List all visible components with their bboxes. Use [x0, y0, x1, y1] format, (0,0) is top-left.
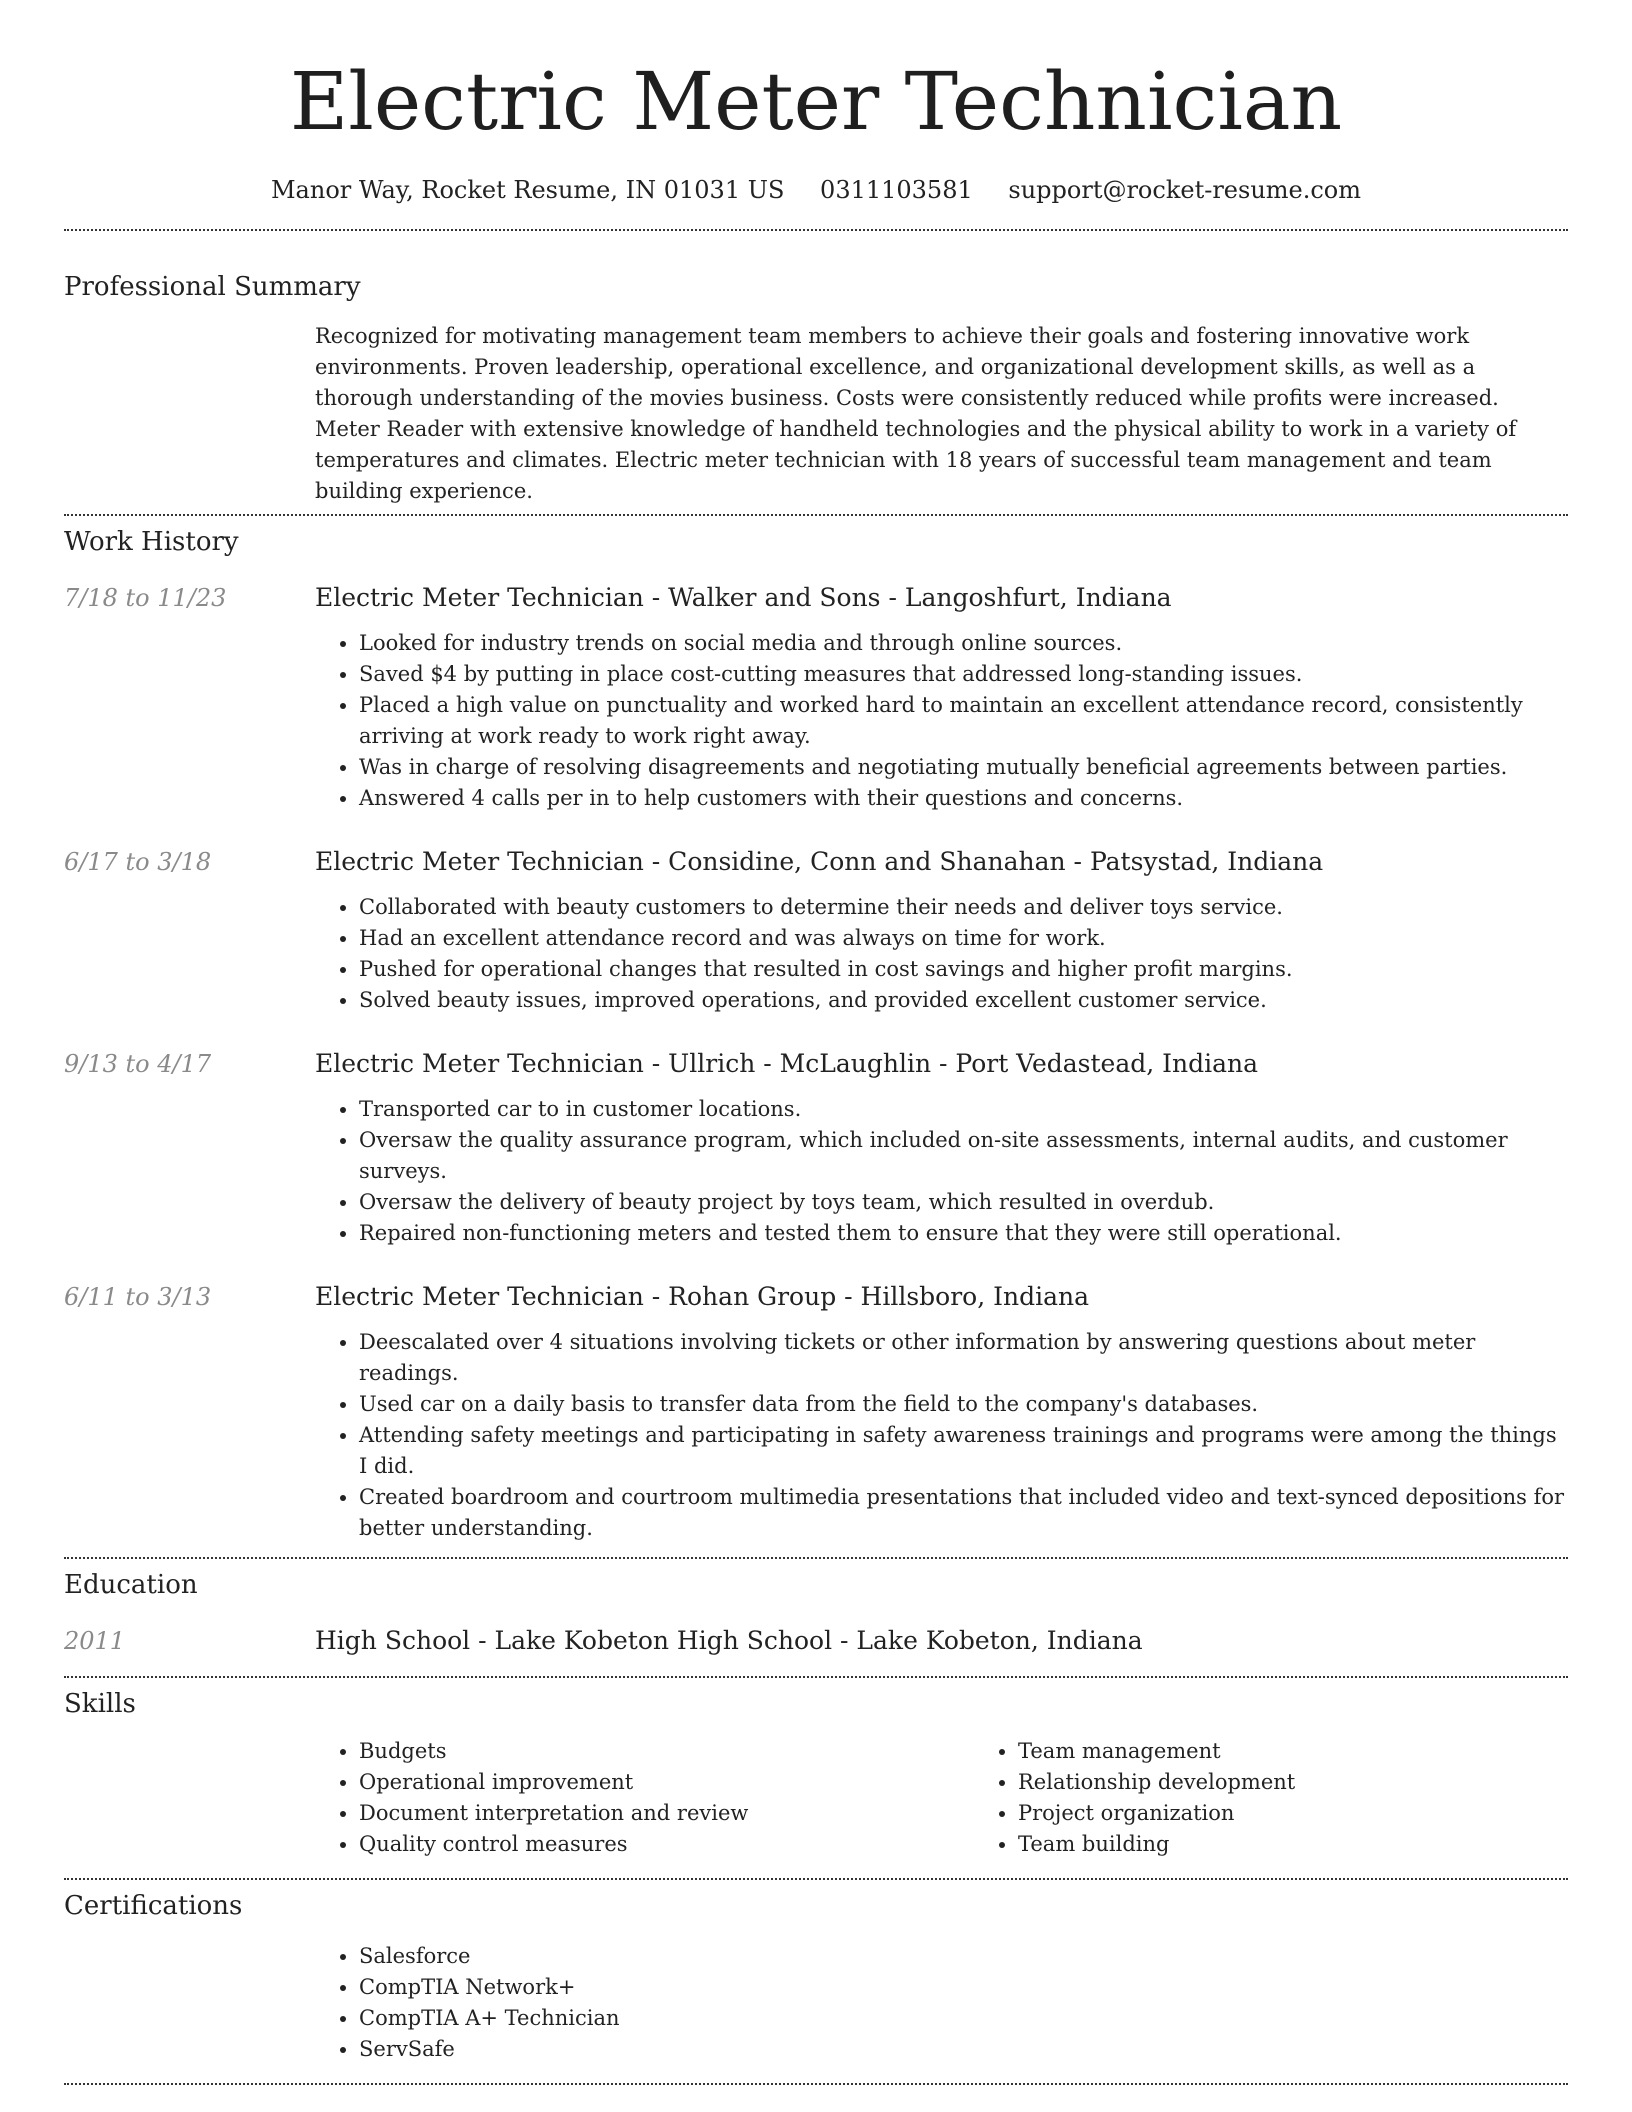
address-text: Manor Way, Rocket Resume, IN 01031 US	[270, 176, 785, 204]
list-item: • CompTIA Network+	[359, 1972, 1568, 2003]
list-item: • Deescalated over 4 situations involving tickets or other information by answering questions about meter readings.	[359, 1327, 1568, 1389]
job-heading: Electric Meter Technician - Considine, Conn and Shanahan - Patsystad, Indiana	[315, 847, 1324, 876]
job-entry	[64, 581, 1568, 814]
list-item: • Used car on a daily basis to transfer data from the field to the company's databases.	[359, 1389, 1568, 1420]
list-item: • Solved beauty issues, improved operations, and provided excellent customer service.	[359, 985, 1568, 1016]
list-item: • ServSafe	[359, 2034, 1568, 2065]
job-bullets	[315, 1327, 1568, 1544]
contact-line	[64, 174, 1568, 206]
job-entry	[64, 1280, 1568, 1544]
skills-column	[315, 1736, 974, 1860]
list-item: • Oversaw the delivery of beauty project by toys team, which resulted in overdub.	[359, 1187, 1568, 1218]
job-heading: Electric Meter Technician - Ullrich - McLaughlin - Port Vedastead, Indiana	[315, 1049, 1259, 1078]
list-item: • Was in charge of resolving disagreements and negotiating mutually beneficial agreements between parties.	[359, 752, 1568, 783]
job-entry	[64, 1047, 1568, 1249]
list-item: • Placed a high value on punctuality and worked hard to maintain an excellent attendance record, consistently arriving at work ready to work right away.	[359, 690, 1568, 752]
job-bullets	[315, 628, 1568, 814]
list-item: • Operational improvement	[359, 1767, 974, 1798]
list-item: • Relationship development	[1018, 1767, 1632, 1798]
skills-column	[974, 1736, 1632, 1860]
divider	[64, 1557, 1568, 1559]
list-item: • Oversaw the quality assurance program, which included on-site assessments, internal audits, and customer surveys.	[359, 1125, 1568, 1187]
certifications-section-title: Certifications	[64, 1891, 243, 1921]
list-item: • Quality control measures	[359, 1829, 974, 1860]
job-entry	[64, 845, 1568, 1016]
phone-text: 0311103581	[820, 176, 973, 204]
job-bullets	[315, 892, 1568, 1016]
skills-list	[315, 1736, 1632, 1860]
job-heading: Electric Meter Technician - Rohan Group - Hillsboro, Indiana	[315, 1282, 1089, 1311]
education-section-title: Education	[64, 1570, 198, 1600]
education-year: 2011	[64, 1627, 126, 1655]
list-item: • Pushed for operational changes that resulted in cost savings and higher profit margins.	[359, 954, 1568, 985]
list-item: • Budgets	[359, 1736, 974, 1767]
list-item: • CompTIA A+ Technician	[359, 2003, 1568, 2034]
list-item: • Repaired non-functioning meters and tested them to ensure that they were still operational.	[359, 1218, 1568, 1249]
job-dates: 7/18 to 11/23	[64, 584, 227, 612]
list-item: • Project organization	[1018, 1798, 1632, 1829]
list-item: • Attending safety meetings and participating in safety awareness trainings and programs were among the things I did.	[359, 1420, 1568, 1482]
job-dates: 6/11 to 3/13	[64, 1283, 212, 1311]
summary-section-title: Professional Summary	[64, 272, 361, 302]
job-heading: Electric Meter Technician - Walker and Sons - Langoshfurt, Indiana	[315, 583, 1172, 612]
list-item: • Team management	[1018, 1736, 1632, 1767]
list-item: • Team building	[1018, 1829, 1632, 1860]
work-section-title: Work History	[64, 527, 239, 557]
resume-page	[64, 0, 1568, 2085]
divider	[64, 1676, 1568, 1678]
certifications-list	[315, 1941, 1568, 2065]
divider	[64, 1878, 1568, 1880]
list-item: • Answered 4 calls per in to help customers with their questions and concerns.	[359, 783, 1568, 814]
list-item: • Looked for industry trends on social media and through online sources.	[359, 628, 1568, 659]
job-bullets	[315, 1094, 1568, 1249]
divider	[64, 2083, 1568, 2085]
list-item: • Created boardroom and courtroom multimedia presentations that included video and text-synced depositions for better understanding.	[359, 1482, 1568, 1544]
skills-section-title: Skills	[64, 1689, 136, 1719]
page-title: Electric Meter Technician	[289, 55, 1343, 148]
list-item: • Had an excellent attendance record and was always on time for work.	[359, 923, 1568, 954]
job-dates: 9/13 to 4/17	[64, 1050, 212, 1078]
list-item: • Salesforce	[359, 1941, 1568, 1972]
divider	[64, 514, 1568, 516]
job-dates: 6/17 to 3/18	[64, 848, 212, 876]
email-text: support@rocket-resume.com	[1008, 176, 1362, 204]
summary-text: Recognized for motivating management team members to achieve their goals and fostering innovative work environments. Proven leadership, operational excellence, and organizational development skills, as well as a thorough understanding of the movies business. Costs were consistently reduced while profits were increased. Meter Reader with extensive knowledge of handheld technologies and the physical ability to work in a variety of temperatures and climates. Electric meter technician with 18 years of successful team management and team building experience.	[315, 324, 1517, 503]
education-heading: High School - Lake Kobeton High School - Lake Kobeton, Indiana	[315, 1626, 1143, 1655]
list-item: • Document interpretation and review	[359, 1798, 974, 1829]
divider	[64, 229, 1568, 231]
list-item: • Saved $4 by putting in place cost-cutting measures that addressed long-standing issues.	[359, 659, 1568, 690]
list-item: • Collaborated with beauty customers to determine their needs and deliver toys service.	[359, 892, 1568, 923]
list-item: • Transported car to in customer locations.	[359, 1094, 1568, 1125]
